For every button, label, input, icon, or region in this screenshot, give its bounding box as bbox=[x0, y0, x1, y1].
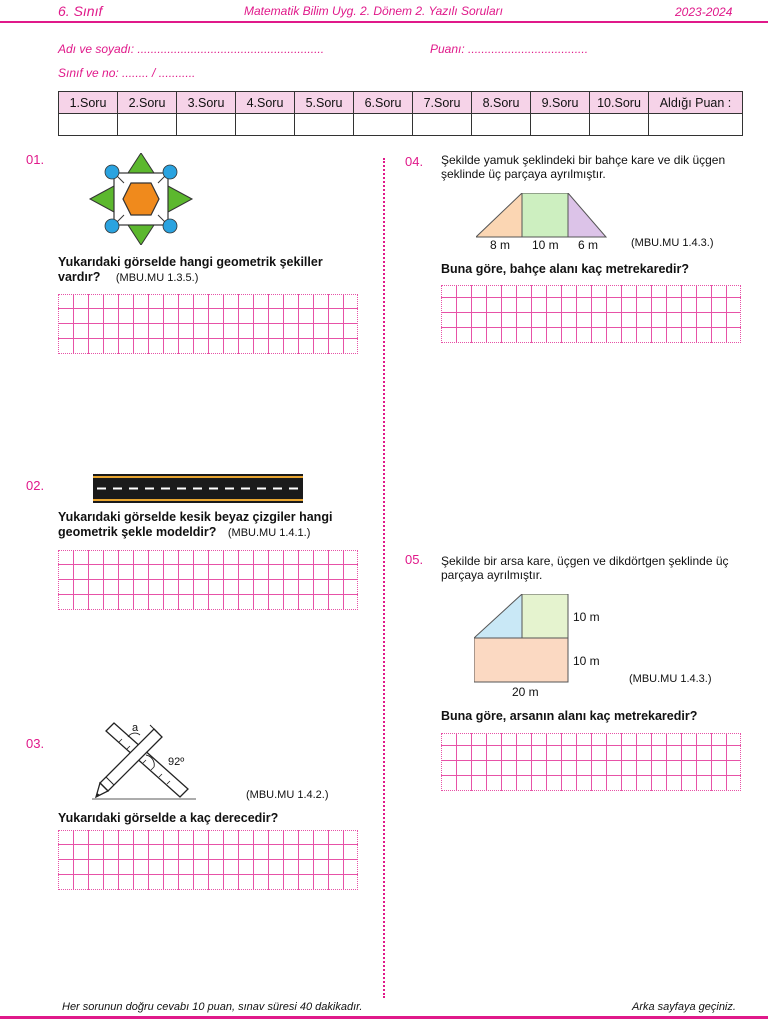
arsa-triangle bbox=[474, 594, 522, 638]
score-header: 2.Soru bbox=[118, 92, 177, 114]
q4-intro: Şekilde yamuk şeklindeki bir bahçe kare ve dik üçgen şeklinde üç parçaya ayrılmıştır. bbox=[441, 153, 726, 181]
q2-text bbox=[58, 510, 358, 541]
q3-answer-grid[interactable] bbox=[58, 830, 358, 890]
q1-code: (MBU.MU 1.3.5.) bbox=[115, 272, 199, 284]
q5-dim-mid: 10 m bbox=[573, 654, 600, 668]
circle-br bbox=[163, 219, 177, 233]
exam-title: Matematik Bilim Uyg. 2. Dönem 2. Yazılı Soruları bbox=[244, 4, 503, 18]
q3-label-a: a bbox=[132, 722, 139, 734]
q5-question: Buna göre, arsanın alanı kaç metrekaredir? bbox=[441, 709, 698, 723]
q5-answer-grid[interactable] bbox=[441, 733, 741, 791]
q3-label-angle: 92º bbox=[168, 756, 185, 768]
q3-number: 03. bbox=[26, 736, 45, 751]
circle-tr bbox=[163, 165, 177, 179]
class-field[interactable]: Sınıf ve no: ........ / ........... bbox=[58, 66, 196, 80]
score-field[interactable]: Puanı: .................................... bbox=[430, 42, 589, 56]
arsa-square bbox=[522, 594, 568, 638]
score-header: 6.Soru bbox=[354, 92, 413, 114]
triangle-right bbox=[168, 186, 192, 212]
ruler-pencil-image bbox=[92, 719, 196, 803]
score-cell[interactable] bbox=[118, 114, 177, 136]
score-cell[interactable] bbox=[649, 114, 743, 136]
road-image bbox=[93, 474, 303, 503]
triangle-bottom bbox=[128, 225, 154, 245]
q3-question: Yukarıdaki görselde a kaç derecedir? bbox=[58, 811, 279, 825]
footer-next-page: Arka sayfaya geçiniz. bbox=[632, 1001, 736, 1013]
score-header: 4.Soru bbox=[236, 92, 295, 114]
q5-intro: Şekilde bir arsa kare, üçgen ve dikdörtgen şeklinde üç parçaya ayrılmıştır. bbox=[441, 554, 729, 582]
hexagon bbox=[123, 183, 159, 215]
name-field[interactable]: Adı ve soyadı: ........................................................ bbox=[58, 42, 325, 56]
q5-dim-top: 10 m bbox=[573, 610, 600, 624]
score-header: 3.Soru bbox=[177, 92, 236, 114]
q5-arsa-figure bbox=[474, 594, 614, 700]
trap-right-triangle bbox=[568, 193, 606, 237]
q2-code: (MBU.MU 1.4.1.) bbox=[227, 527, 311, 539]
q3-code: (MBU.MU 1.4.2.) bbox=[246, 789, 329, 801]
q4-number: 04. bbox=[405, 154, 424, 169]
q2-number: 02. bbox=[26, 478, 45, 493]
q4-question: Buna göre, bahçe alanı kaç metrekaredir? bbox=[441, 262, 690, 276]
footer-note: Her sorunun doğru cevabı 10 puan, sınav süresi 40 dakikadır. bbox=[62, 1001, 363, 1013]
year-label: 2023-2024 bbox=[675, 5, 733, 19]
footer-rule bbox=[0, 1016, 768, 1019]
score-cell[interactable] bbox=[236, 114, 295, 136]
score-header: 8.Soru bbox=[472, 92, 531, 114]
score-cell[interactable] bbox=[295, 114, 354, 136]
q4-trapezoid-figure bbox=[476, 193, 616, 251]
score-cell[interactable] bbox=[531, 114, 590, 136]
q5-code: (MBU.MU 1.4.3.) bbox=[629, 673, 712, 685]
q2-answer-grid[interactable] bbox=[58, 550, 358, 610]
score-header: 5.Soru bbox=[295, 92, 354, 114]
triangle-left bbox=[90, 186, 114, 212]
score-header: 7.Soru bbox=[413, 92, 472, 114]
score-cell[interactable] bbox=[413, 114, 472, 136]
score-cell[interactable] bbox=[472, 114, 531, 136]
header-rule bbox=[0, 21, 768, 23]
circle-bl bbox=[105, 219, 119, 233]
score-header: Aldığı Puan : bbox=[649, 92, 743, 114]
score-header: 1.Soru bbox=[59, 92, 118, 114]
q5-dim-bottom: 20 m bbox=[512, 685, 539, 699]
q1-question: Yukarıdaki görselde hangi geometrik şekiller vardır? bbox=[58, 255, 323, 284]
circle-tl bbox=[105, 165, 119, 179]
score-cell[interactable] bbox=[354, 114, 413, 136]
q5-number: 05. bbox=[405, 552, 424, 567]
q1-shapes-figure bbox=[88, 153, 194, 245]
trap-left-triangle bbox=[476, 193, 522, 237]
grade-label: 6. Sınıf bbox=[58, 3, 103, 19]
score-header: 9.Soru bbox=[531, 92, 590, 114]
q4-dim-3: 6 m bbox=[578, 238, 599, 251]
q2-question: Yukarıdaki görselde kesik beyaz çizgiler hangi geometrik şekle modeldir? bbox=[58, 510, 333, 539]
q4-dim-1: 8 m bbox=[490, 238, 511, 251]
q4-dim-2: 10 m bbox=[532, 238, 559, 251]
score-table-header-row bbox=[59, 92, 743, 114]
score-cell[interactable] bbox=[59, 114, 118, 136]
score-table bbox=[58, 91, 743, 136]
score-header: 10.Soru bbox=[590, 92, 649, 114]
triangle-top bbox=[128, 153, 154, 173]
score-table-entry-row bbox=[59, 114, 743, 136]
score-cell[interactable] bbox=[177, 114, 236, 136]
column-divider bbox=[383, 158, 385, 998]
q1-answer-grid[interactable] bbox=[58, 294, 358, 354]
trap-square bbox=[522, 193, 568, 237]
q1-text bbox=[58, 255, 358, 286]
q4-answer-grid[interactable] bbox=[441, 285, 741, 343]
score-cell[interactable] bbox=[590, 114, 649, 136]
q1-number: 01. bbox=[26, 152, 45, 167]
arsa-rectangle bbox=[474, 638, 568, 682]
q4-code: (MBU.MU 1.4.3.) bbox=[631, 237, 714, 249]
